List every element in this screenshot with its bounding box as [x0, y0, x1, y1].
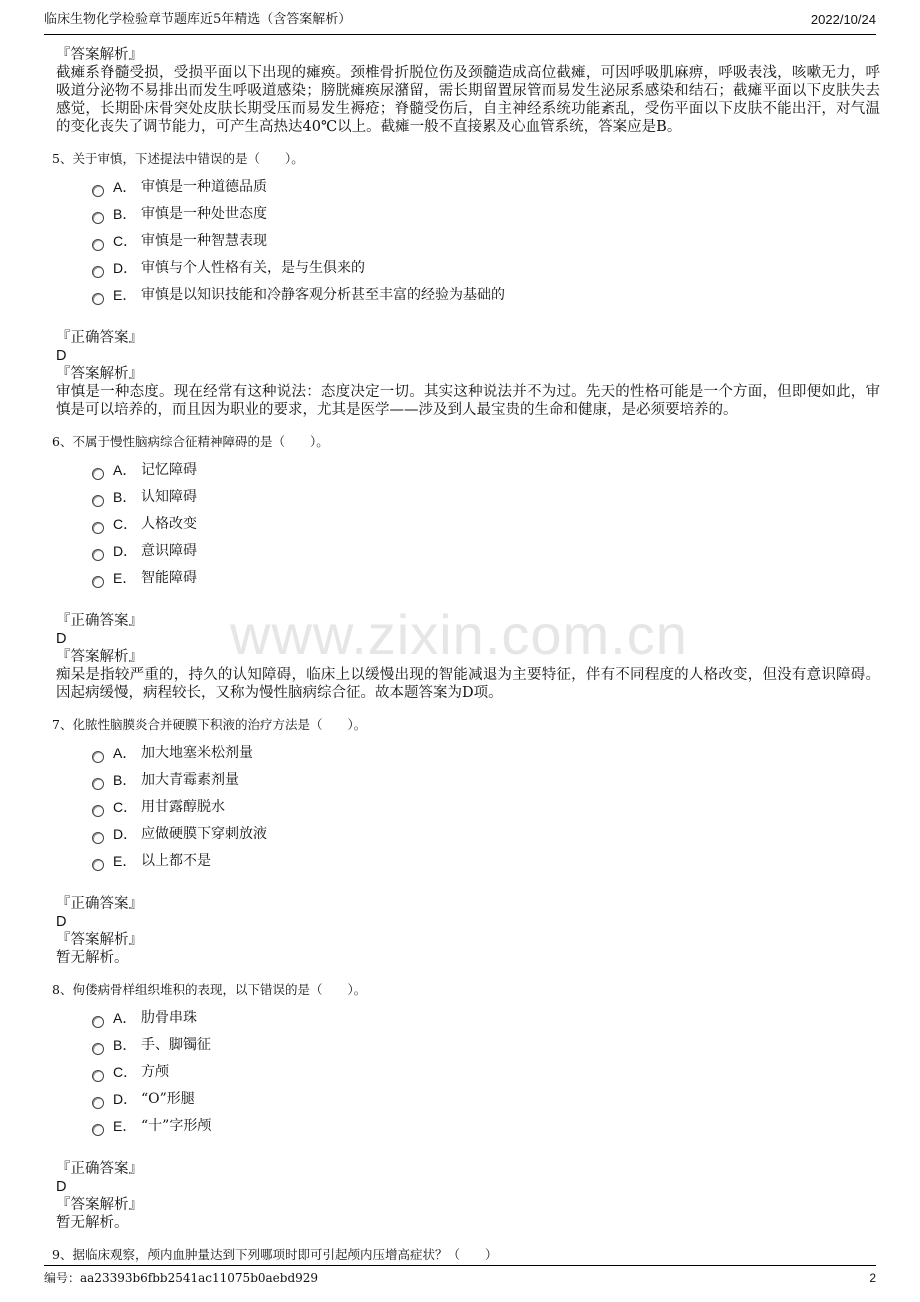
option-text: 认知障碍	[141, 489, 197, 505]
option-text: 审慎是以知识技能和冷静客观分析甚至丰富的经验为基础的	[141, 287, 505, 303]
page-number: 2	[869, 1271, 876, 1285]
radio-button-icon[interactable]	[92, 185, 104, 197]
radio-button-icon[interactable]	[92, 805, 104, 817]
question-text: 据临床观察，颅内血肿量达到下列哪项时即可引起颅内压增高症状？（ ）	[72, 1247, 498, 1262]
option-text: 用甘露醇脱水	[141, 799, 225, 815]
answer-option[interactable]	[92, 457, 880, 484]
option-text: 应做硬膜下穿刺放液	[141, 826, 267, 842]
correct-answer-label: 『正确答案』	[56, 1161, 143, 1177]
option-letter: D．	[113, 1091, 138, 1107]
radio-button-icon[interactable]	[92, 266, 104, 278]
answer-option[interactable]	[92, 1086, 880, 1113]
analysis-text: 截瘫系脊髓受损，受损平面以下出现的瘫痪。颈椎骨折脱位伤及颈髓造成高位截瘫，可因呼吸肌麻痹，呼吸表浅，咳嗽无力，呼吸道分泌物不易排出而发生呼吸道感染；膀胱瘫痪尿潴留，需长期留置尿管而易发生泌尿系感染和结石；截瘫平面以下皮肤失去感觉，长期卧床骨突处皮肤长期受压而易发生褥疮；脊髓受伤后，自主神经系统功能紊乱，受伤平面以下皮肤不能出汗，对气温的变化丧失了调节能力，可产生高热达40℃以上。截瘫一般不直接累及心血管系统，答案应是B。	[56, 65, 880, 135]
analysis-label: 『答案解析』	[56, 1197, 143, 1213]
option-list	[92, 1005, 880, 1140]
option-letter: E．	[113, 570, 137, 586]
radio-button-icon[interactable]	[92, 522, 104, 534]
option-text: 肋骨串珠	[141, 1010, 197, 1026]
question-text: 关于审慎，下述提法中错误的是（ ）。	[72, 151, 304, 166]
answer-option[interactable]	[92, 740, 880, 767]
question-stem	[52, 433, 880, 451]
option-letter: C．	[113, 799, 138, 815]
page-footer	[44, 1265, 876, 1288]
answer-option[interactable]	[92, 767, 880, 794]
option-text: 加大地塞米松剂量	[141, 745, 253, 761]
analysis-label: 『答案解析』	[56, 366, 143, 382]
radio-button-icon[interactable]	[92, 576, 104, 588]
option-text: 人格改变	[141, 516, 197, 532]
analysis-label: 『答案解析』	[56, 932, 143, 948]
option-list	[92, 740, 880, 875]
spacer	[56, 309, 880, 329]
analysis-text: 暂无解析。	[56, 1215, 129, 1231]
analysis-text: 痴呆是指较严重的，持久的认知障碍，临床上以缓慢出现的智能减退为主要特征，伴有不同程度的人格改变，但没有意识障碍。因起病缓慢，病程较长，又称为慢性脑病综合征。故本题答案为D项。	[56, 667, 880, 701]
answer-option[interactable]	[92, 848, 880, 875]
analysis-text: 审慎是一种态度。现在经常有这种说法：态度决定一切。其实这种说法并不为过。先天的性格可能是一个方面，但即便如此，审慎是可以培养的，而且因为职业的要求，尤其是医学——涉及到人最宝贵的生命和健康，是必须要培养的。	[56, 384, 880, 418]
option-text: 意识障碍	[141, 543, 197, 559]
option-list	[92, 174, 880, 309]
option-letter: E．	[113, 853, 137, 869]
question-list	[52, 150, 880, 1232]
radio-button-icon[interactable]	[92, 212, 104, 224]
radio-button-icon[interactable]	[92, 495, 104, 507]
radio-button-icon[interactable]	[92, 778, 104, 790]
option-letter: A．	[113, 745, 137, 761]
answer-option[interactable]	[92, 1113, 880, 1140]
correct-answer-label: 『正确答案』	[56, 330, 143, 346]
option-letter: B．	[113, 772, 137, 788]
answer-option[interactable]	[92, 821, 880, 848]
option-letter: C．	[113, 516, 138, 532]
answer-option[interactable]	[92, 282, 880, 309]
radio-button-icon[interactable]	[92, 1124, 104, 1136]
question-stem	[52, 981, 880, 999]
question-block	[52, 433, 880, 702]
option-list	[92, 457, 880, 592]
question-stem	[52, 716, 880, 734]
page-header	[44, 10, 876, 35]
radio-button-icon[interactable]	[92, 239, 104, 251]
document-date: 2022/10/24	[810, 12, 876, 27]
option-letter: B．	[113, 489, 137, 505]
option-letter: A．	[113, 462, 137, 478]
option-text: 记忆障碍	[141, 462, 197, 478]
analysis-text: 暂无解析。	[56, 950, 129, 966]
correct-answer-label: 『正确答案』	[56, 613, 143, 629]
question-text: 化脓性脑膜炎合并硬膜下积液的治疗方法是（ ）。	[72, 717, 367, 732]
watermark: www.zixin.com.cn	[230, 603, 688, 666]
option-letter: D．	[113, 260, 138, 276]
correct-answer: D	[56, 914, 67, 930]
radio-button-icon[interactable]	[92, 1043, 104, 1055]
option-text: 手、脚镯征	[141, 1037, 211, 1053]
answer-option[interactable]	[92, 511, 880, 538]
answer-option[interactable]	[92, 794, 880, 821]
question-number: 8、	[52, 982, 73, 997]
question-number: 9、	[52, 1247, 73, 1262]
radio-button-icon[interactable]	[92, 1016, 104, 1028]
option-letter: B．	[113, 1037, 137, 1053]
answer-option[interactable]	[92, 565, 880, 592]
question-text: 不属于慢性脑病综合征精神障碍的是（ ）。	[72, 434, 329, 449]
radio-button-icon[interactable]	[92, 1097, 104, 1109]
document-title: 临床生物化学检验章节题库近5年精选（含答案解析）	[44, 12, 352, 27]
radio-button-icon[interactable]	[92, 751, 104, 763]
option-text: 智能障碍	[141, 570, 197, 586]
question-9	[52, 1246, 880, 1264]
option-letter: E．	[113, 1118, 137, 1134]
answer-option[interactable]	[92, 1059, 880, 1086]
spacer	[56, 592, 880, 612]
question-block	[52, 981, 880, 1232]
question-number: 5、	[52, 151, 73, 166]
analysis-label: 『答案解析』	[56, 47, 143, 63]
answer-option[interactable]	[92, 484, 880, 511]
answer-option[interactable]	[92, 228, 880, 255]
answer-option[interactable]	[92, 1032, 880, 1059]
option-text: 方颅	[141, 1064, 169, 1080]
radio-button-icon[interactable]	[92, 549, 104, 561]
option-text: “十”字形颅	[141, 1118, 212, 1134]
option-letter: A．	[113, 1010, 137, 1026]
option-text: “O”形腿	[141, 1091, 195, 1107]
answer-option[interactable]	[92, 255, 880, 282]
correct-answer-label: 『正确答案』	[56, 896, 143, 912]
answer-option[interactable]	[92, 174, 880, 201]
radio-button-icon[interactable]	[92, 1070, 104, 1082]
radio-button-icon[interactable]	[92, 859, 104, 871]
correct-answer: D	[56, 1179, 67, 1195]
option-letter: B．	[113, 206, 137, 222]
answer-option[interactable]	[92, 538, 880, 565]
question-number: 6、	[52, 434, 73, 449]
question-block	[52, 150, 880, 419]
question-number: 7、	[52, 717, 73, 732]
document-code: 编号：aa23393b6fbb2541ac11075b0aebd929	[44, 1271, 319, 1285]
option-text: 审慎是一种智慧表现	[141, 233, 267, 249]
option-text: 审慎是一种道德品质	[141, 179, 267, 195]
answer-option[interactable]	[92, 201, 880, 228]
question-block	[52, 716, 880, 967]
option-letter: A．	[113, 179, 137, 195]
option-letter: C．	[113, 1064, 138, 1080]
option-text: 审慎是一种处世态度	[141, 206, 267, 222]
radio-button-icon[interactable]	[92, 468, 104, 480]
option-text: 审慎与个人性格有关，是与生俱来的	[141, 260, 365, 276]
option-text: 加大青霉素剂量	[141, 772, 239, 788]
page-content	[52, 46, 880, 1270]
spacer	[56, 1140, 880, 1160]
spacer	[56, 875, 880, 895]
correct-answer: D	[56, 348, 67, 364]
option-letter: C．	[113, 233, 138, 249]
radio-button-icon[interactable]	[92, 293, 104, 305]
option-letter: D．	[113, 543, 138, 559]
option-letter: D．	[113, 826, 138, 842]
radio-button-icon[interactable]	[92, 832, 104, 844]
question-text: 佝偻病骨样组织堆积的表现，以下错误的是（ ）。	[72, 982, 367, 997]
question-stem	[52, 150, 880, 168]
analysis-label: 『答案解析』	[56, 649, 143, 665]
option-letter: E．	[113, 287, 137, 303]
answer-option[interactable]	[92, 1005, 880, 1032]
option-text: 以上都不是	[141, 853, 211, 869]
correct-answer: D	[56, 631, 67, 647]
